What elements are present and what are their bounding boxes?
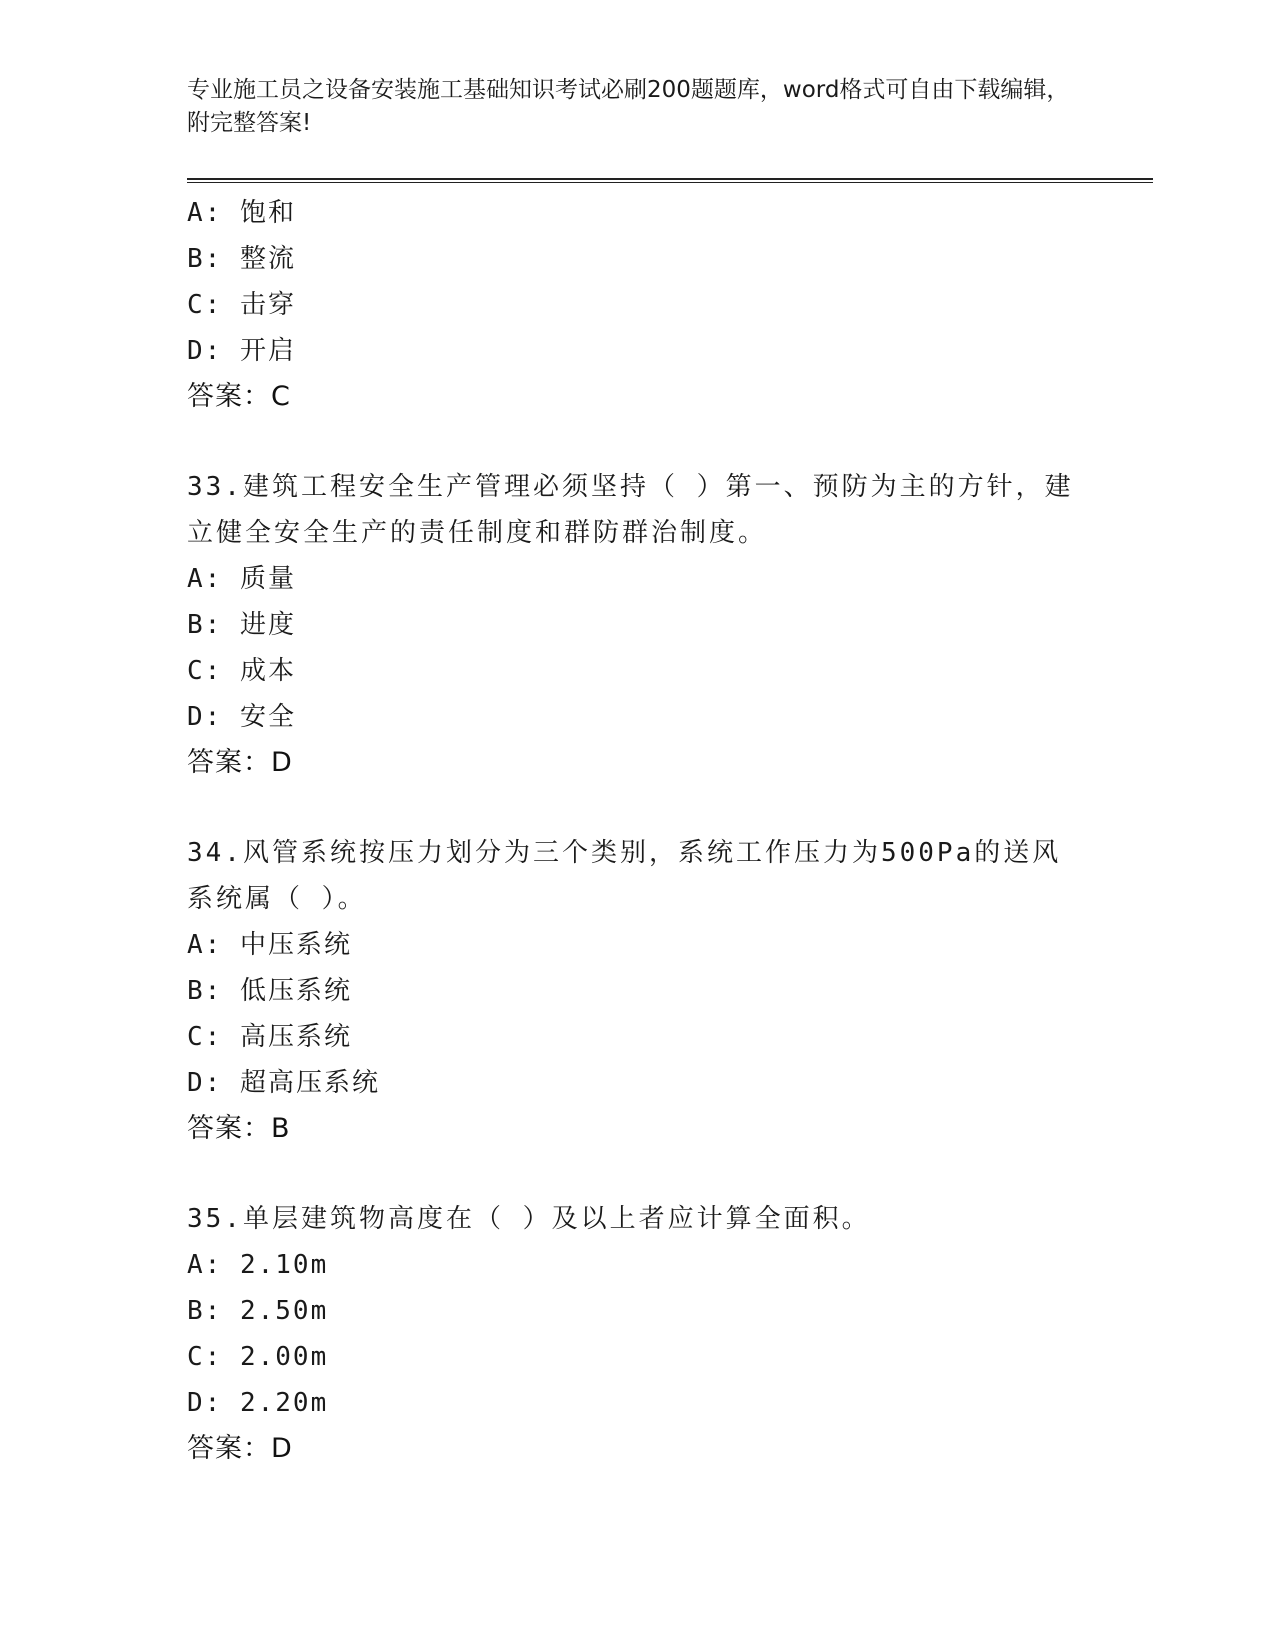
option-d: D: 开启	[187, 336, 296, 366]
document-header: 专业施工员之设备安装施工基础知识考试必刷200题题库，word格式可自由下载编辑，附完整答案!	[187, 77, 1070, 136]
option-a: A: 质量	[187, 564, 296, 594]
option-d: D: 超高压系统	[187, 1068, 380, 1098]
question-stem: 34.风管系统按压力划分为三个类别，系统工作压力为500Pa的送风系统属（ ）。	[187, 838, 1062, 914]
option-c: C: 成本	[187, 656, 296, 686]
question-stem: 33.建筑工程安全生产管理必须坚持（ ）第一、预防为主的方针，建立健全安全生产的责任制度和群防群治制度。	[187, 472, 1074, 548]
question-block-33	[187, 464, 1087, 786]
option-b: B: 进度	[187, 610, 296, 640]
answer-label: 答案：D	[187, 1433, 293, 1464]
question-block-35	[187, 1196, 1087, 1472]
option-d: D: 2.20m	[187, 1388, 329, 1418]
option-b: B: 低压系统	[187, 976, 352, 1006]
answer-label: 答案：D	[187, 747, 293, 778]
option-a: A: 中压系统	[187, 930, 352, 960]
option-b: B: 整流	[187, 244, 296, 274]
question-stem: 35.单层建筑物高度在（ ）及以上者应计算全面积。	[187, 1204, 871, 1234]
option-c: C: 击穿	[187, 290, 296, 320]
question-block-32	[187, 190, 1087, 420]
answer-label: 答案：B	[187, 1113, 291, 1144]
answer-label: 答案：C	[187, 381, 291, 412]
option-c: C: 2.00m	[187, 1342, 329, 1372]
question-list	[187, 190, 1087, 1472]
header-divider	[187, 178, 1153, 183]
option-a: A: 饱和	[187, 198, 296, 228]
option-a: A: 2.10m	[187, 1250, 329, 1280]
option-d: D: 安全	[187, 702, 296, 732]
question-block-34	[187, 830, 1087, 1152]
option-c: C: 高压系统	[187, 1022, 352, 1052]
option-b: B: 2.50m	[187, 1296, 329, 1326]
